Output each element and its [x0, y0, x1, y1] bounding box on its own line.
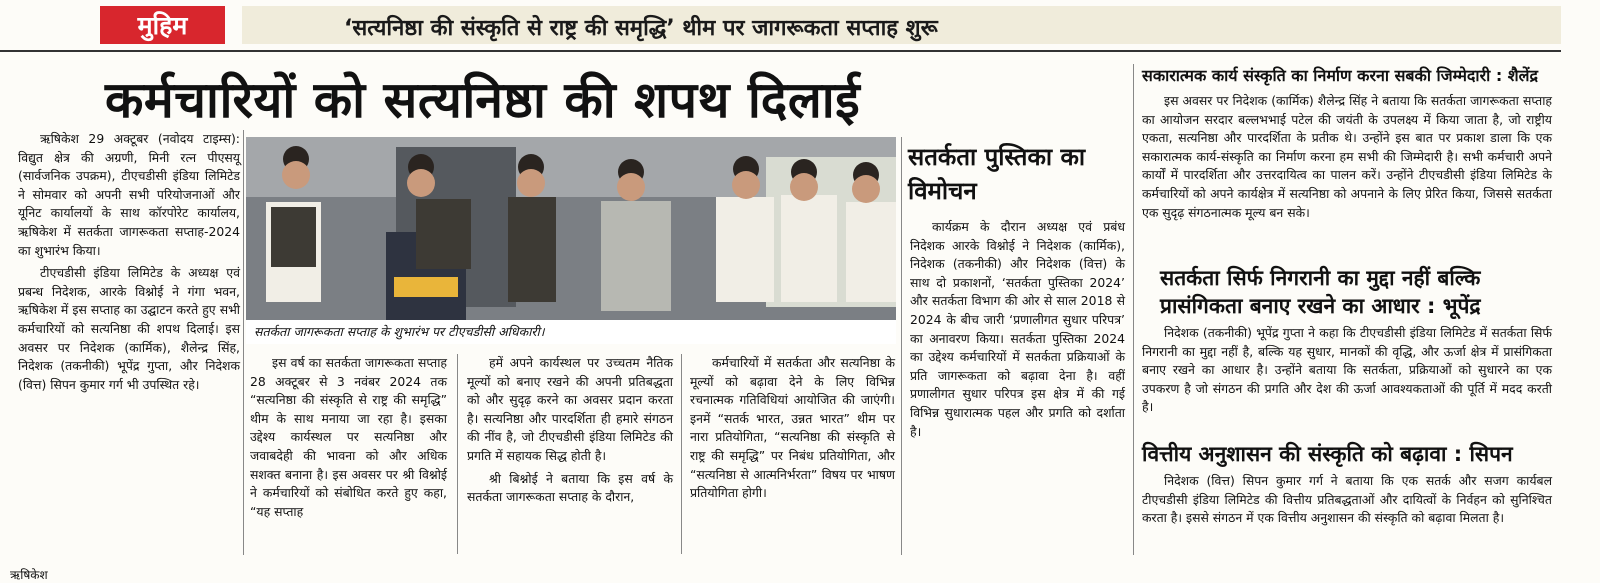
paragraph: ऋषिकेश 29 अक्टूबर (नवोदय टाइम्स): विद्युत क्षेत्र की अग्रणी, मिनी रत्न पीएसयू (सार्वजनिक उपक्रम), टीएचडीसी इंडिया लिमिटेड ने सोमवार को अपनी सभी परियोजनाओं और यूनिट कार्यालयों के साथ कॉरपोरेट कार्यालय, ऋषिकेश में सतर्कता जागरूकता सप्ताह-2024 का शुभारंभ किया। — [18, 131, 240, 258]
top-rule — [0, 50, 1561, 52]
column-1 — [18, 130, 240, 398]
kicker-headline: ‘सत्यनिष्ठा की संस्कृति से राष्ट्र की समृद्धि’ थीम पर जागरूकता सप्ताह शुरू — [344, 16, 938, 41]
right-headline-2b: प्रासंगिकता बनाए रखने का आधार : भूपेंद्र — [1160, 294, 1481, 318]
paragraph: निदेशक (वित्त) सिपन कुमार गर्ग ने बताया कि एक सतर्क और सजग कार्यबल टीएचडीसी इंडिया लिमिटेड की वित्तीय प्रतिबद्धताओं और दायित्वों के निर्वहन को सुनिश्चित करता है। इससे संगठन में एक वित्तीय अनुशासन की संस्कृति को बढ़ावा मिलता है। — [1142, 473, 1552, 526]
right-headline-1: सकारात्मक कार्य संस्कृति का निर्माण करना सबकी जिम्मेदारी : शैलेंद्र — [1142, 66, 1539, 85]
column-divider — [457, 354, 458, 554]
paragraph: टीएचडीसी इंडिया लिमिटेड के अध्यक्ष एवं प्रबन्ध निदेशक, आरके विश्नोई ने गंगा भवन, ऋषिकेश में इस सप्ताह का उद्घाटन करते हुए सभी कर्मचारियों को सत्यनिष्ठा की शपथ दिलाई। इस अवसर पर निदेशक (कार्मिक), शैलेन्द्र सिंह, निदेशक (तकनीकी) भूपेंद्र गुप्ता, और निदेशक (वित्त) सिपन कुमार गर्ग भी उपस्थित रहे। — [18, 265, 240, 392]
paragraph: कार्यक्रम के दौरान अध्यक्ष एवं प्रबंध निदेशक आरके विश्नोई ने निदेशक (कार्मिक), निदेशक (तकनीकी) और निदेशक (वित्त) के साथ दो प्रकाशनों, ‘सतर्कता पुस्तिका 2024’ और सतर्कता विभाग की ओर से साल 2018 से 2024 के बीच जारी ‘प्रणालीगत सुधार परिपत्र’ का अनावरण किया। सतर्कता पुस्तिका 2024 का उद्देश्य कर्मचारियों में सतर्कता प्रक्रियाओं के प्रति जागरूकता को बढ़ावा देना है। वहीं प्रणालीगत सुधार परिपत्र इस क्षेत्र में की गई विभिन्न सुधारात्मक पहल और प्रगति को दर्शाता है। — [910, 219, 1125, 439]
paragraph: हमें अपने कार्यस्थल पर उच्चतम नैतिक मूल्यों को बनाए रखने की अपनी प्रतिबद्धता को और सुदृढ़ करने का अवसर प्रदान करता है। सत्यनिष्ठा और पारदर्शिता ही हमारे संगठन की नींव है, जो टीएचडीसी इंडिया लिमिटेड की प्रगति में सहायक सिद्ध होती है। — [467, 355, 673, 463]
column-2 — [250, 354, 447, 525]
paragraph: इस अवसर पर निदेशक (कार्मिक) शैलेन्द्र सिंह ने बताया कि सतर्कता जागरूकता सप्ताह का आयोजन सरदार बल्लभभाई पटेल की जयंती के उपलक्ष्य में किया जाता है, जो राष्ट्रीय एकता, सत्यनिष्ठा और पारदर्शिता के प्रतीक थे। उन्होंने इस बात पर प्रकाश डाला कि एक सकारात्मक कार्य-संस्कृति का निर्माण करना हम सभी की जिम्मेदारी है। सभी कर्मचारी अपने कार्यों में पारदर्शिता और उत्तरदायित्व का पालन करें। उन्होंने टीएचडीसी इंडिया लिमिटेड के कर्मचारियों को अपने कार्यक्षेत्र में सत्यनिष्ठा को अपनाने के लिए प्रेरित किया, जिससे सतर्कता एक सुदृढ़ संगठनात्मक मूल्य बन सके। — [1142, 93, 1552, 220]
paragraph: कर्मचारियों में सतर्कता और सत्यनिष्ठा के मूल्यों को बढ़ावा देने के लिए विभिन्न रचनात्मक गतिविधियां आयोजित की जाएंगी। इनमें “सतर्क भारत, उन्नत भारत” थीम पर नारा प्रतियोगिता, “सत्यनिष्ठा की संस्कृति से राष्ट्र की समृद्धि” पर निबंध प्रतियोगिता, और “सत्यनिष्ठा से आत्मनिर्भरता” विषय पर भाषण प्रतियोगिता होगी। — [690, 355, 895, 501]
right-headline-2a: सतर्कता सिर्फ निगरानी का मुद्दा नहीं बल्कि — [1160, 266, 1481, 290]
footer-fragment: ऋषिकेश — [10, 568, 48, 582]
section-tag: मुहिम — [100, 6, 225, 44]
right-story-1 — [1142, 92, 1552, 226]
column-3 — [467, 354, 673, 511]
column-4 — [690, 354, 895, 507]
right-story-3 — [1142, 472, 1552, 532]
main-headline: कर्मचारियों को सत्यनिष्ठा की शपथ दिलाई — [105, 71, 861, 129]
paragraph: निदेशक (तकनीकी) भूपेंद्र गुप्ता ने कहा कि टीएचडीसी इंडिया लिमिटेड में सतर्कता सिर्फ निगरानी का मुद्दा नहीं है, बल्कि यह सुधार, मानकों की वृद्धि, और ऊर्जा क्षेत्र में प्रासंगिकता बनाए रखने का आधार है। उन्होंने बताया कि सतर्कता, प्रक्रियाओं को सुधारने का एक उपकरण है जो संगठन की प्रगति और देश की ऊर्जा आवश्यकताओं की पूर्ति में मदद करती है। — [1142, 325, 1552, 415]
news-photo — [246, 137, 896, 320]
booklet-subhead: सतर्कता पुस्तिका का विमोचन — [908, 143, 1086, 205]
column-divider — [1133, 64, 1134, 555]
right-story-2 — [1142, 324, 1552, 421]
photo-caption: सतर्कता जागरूकता सप्ताह के शुभारंभ पर टीएचडीसी अधिकारी। — [246, 320, 896, 344]
column-divider — [243, 130, 244, 555]
officials-photo-illustration — [246, 137, 896, 320]
column-divider — [681, 354, 682, 554]
paragraph: श्री बिश्नोई ने बताया कि इस वर्ष के सतर्कता जागरूकता सप्ताह के दौरान, — [467, 470, 673, 505]
booklet-story — [910, 218, 1125, 445]
paragraph: इस वर्ष का सतर्कता जागरूकता सप्ताह 28 अक्टूबर से 3 नवंबर 2024 तक “सत्यनिष्ठा की संस्कृति से राष्ट्र की समृद्धि” थीम के साथ मनाया जा रहा है। इसका उद्देश्य कार्यस्थल पर सत्यनिष्ठा और जवाबदेही की भावना को और अधिक सशक्त बनाना है। इस अवसर पर श्री विश्नोई ने कर्मचारियों को संबोधित करते हुए कहा, “यह सप्ताह — [250, 355, 447, 519]
right-headline-3: वित्तीय अनुशासन की संस्कृति को बढ़ावा : सिपन — [1142, 442, 1513, 466]
column-divider — [901, 137, 902, 555]
